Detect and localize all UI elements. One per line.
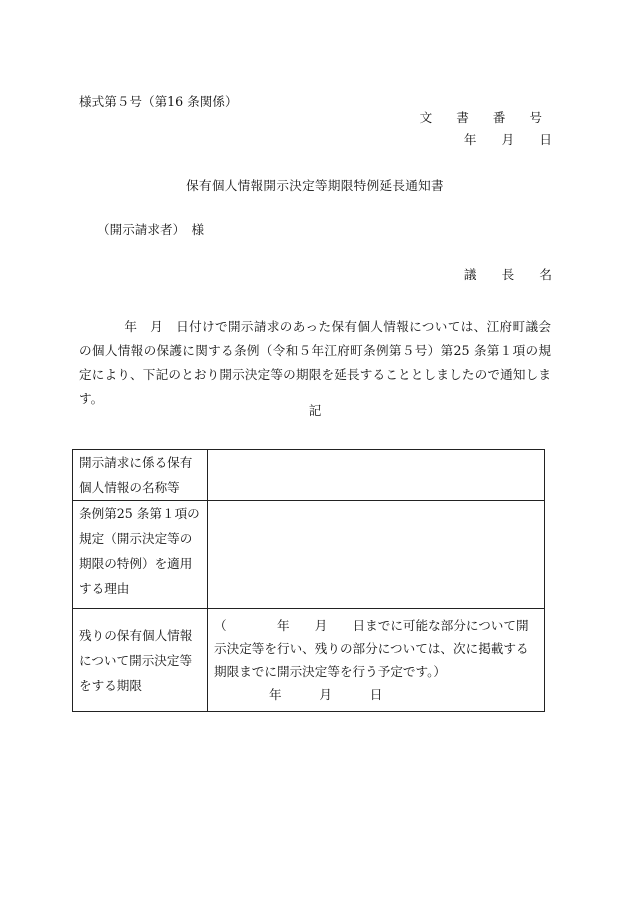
document-title: 保有個人情報開示決定等期限特例延長通知書 bbox=[186, 178, 444, 193]
row2-value bbox=[208, 501, 545, 609]
form-reference: 様式第５号（第16 条関係） bbox=[79, 94, 238, 109]
table-row bbox=[73, 501, 545, 609]
notice-body-text: 年 月 日付けで開示請求のあった保有個人情報については、江府町議会の個人情報の保護に関する条例（令和５年江府町条例第５号）第25 条第１項の規定により、下記のとおり開示決定等の期限を延長することとしましたので通知します。 bbox=[79, 319, 551, 406]
recipient: （開示請求者） 様 bbox=[97, 222, 205, 237]
table-row bbox=[73, 609, 545, 712]
row3-value bbox=[208, 609, 545, 712]
document-number: 文 書 番 号 bbox=[419, 110, 552, 125]
row1-label: 開示請求に係る保有個人情報の名称等 bbox=[73, 450, 208, 501]
table-row bbox=[73, 450, 545, 501]
row3-label: 残りの保有個人情報について開示決定等をする期限 bbox=[73, 609, 208, 712]
row1-value bbox=[208, 450, 545, 501]
row3-date: 年 月 日 bbox=[269, 687, 383, 702]
sender: 議 長 名 bbox=[463, 267, 552, 282]
row2-label: 条例第25 条第１項の規定（開示決定等の期限の特例）を適用する理由 bbox=[73, 501, 208, 609]
row3-value-text: （ 年 月 日までに可能な部分について開示決定等を行い、残りの部分については、次に掲載する期限までに開示決定等を行う予定です。） bbox=[214, 618, 529, 679]
notice-body bbox=[79, 315, 551, 411]
document-date: 年 月 日 bbox=[463, 132, 552, 147]
detail-table bbox=[72, 449, 545, 712]
ki-heading: 記 bbox=[308, 403, 322, 418]
